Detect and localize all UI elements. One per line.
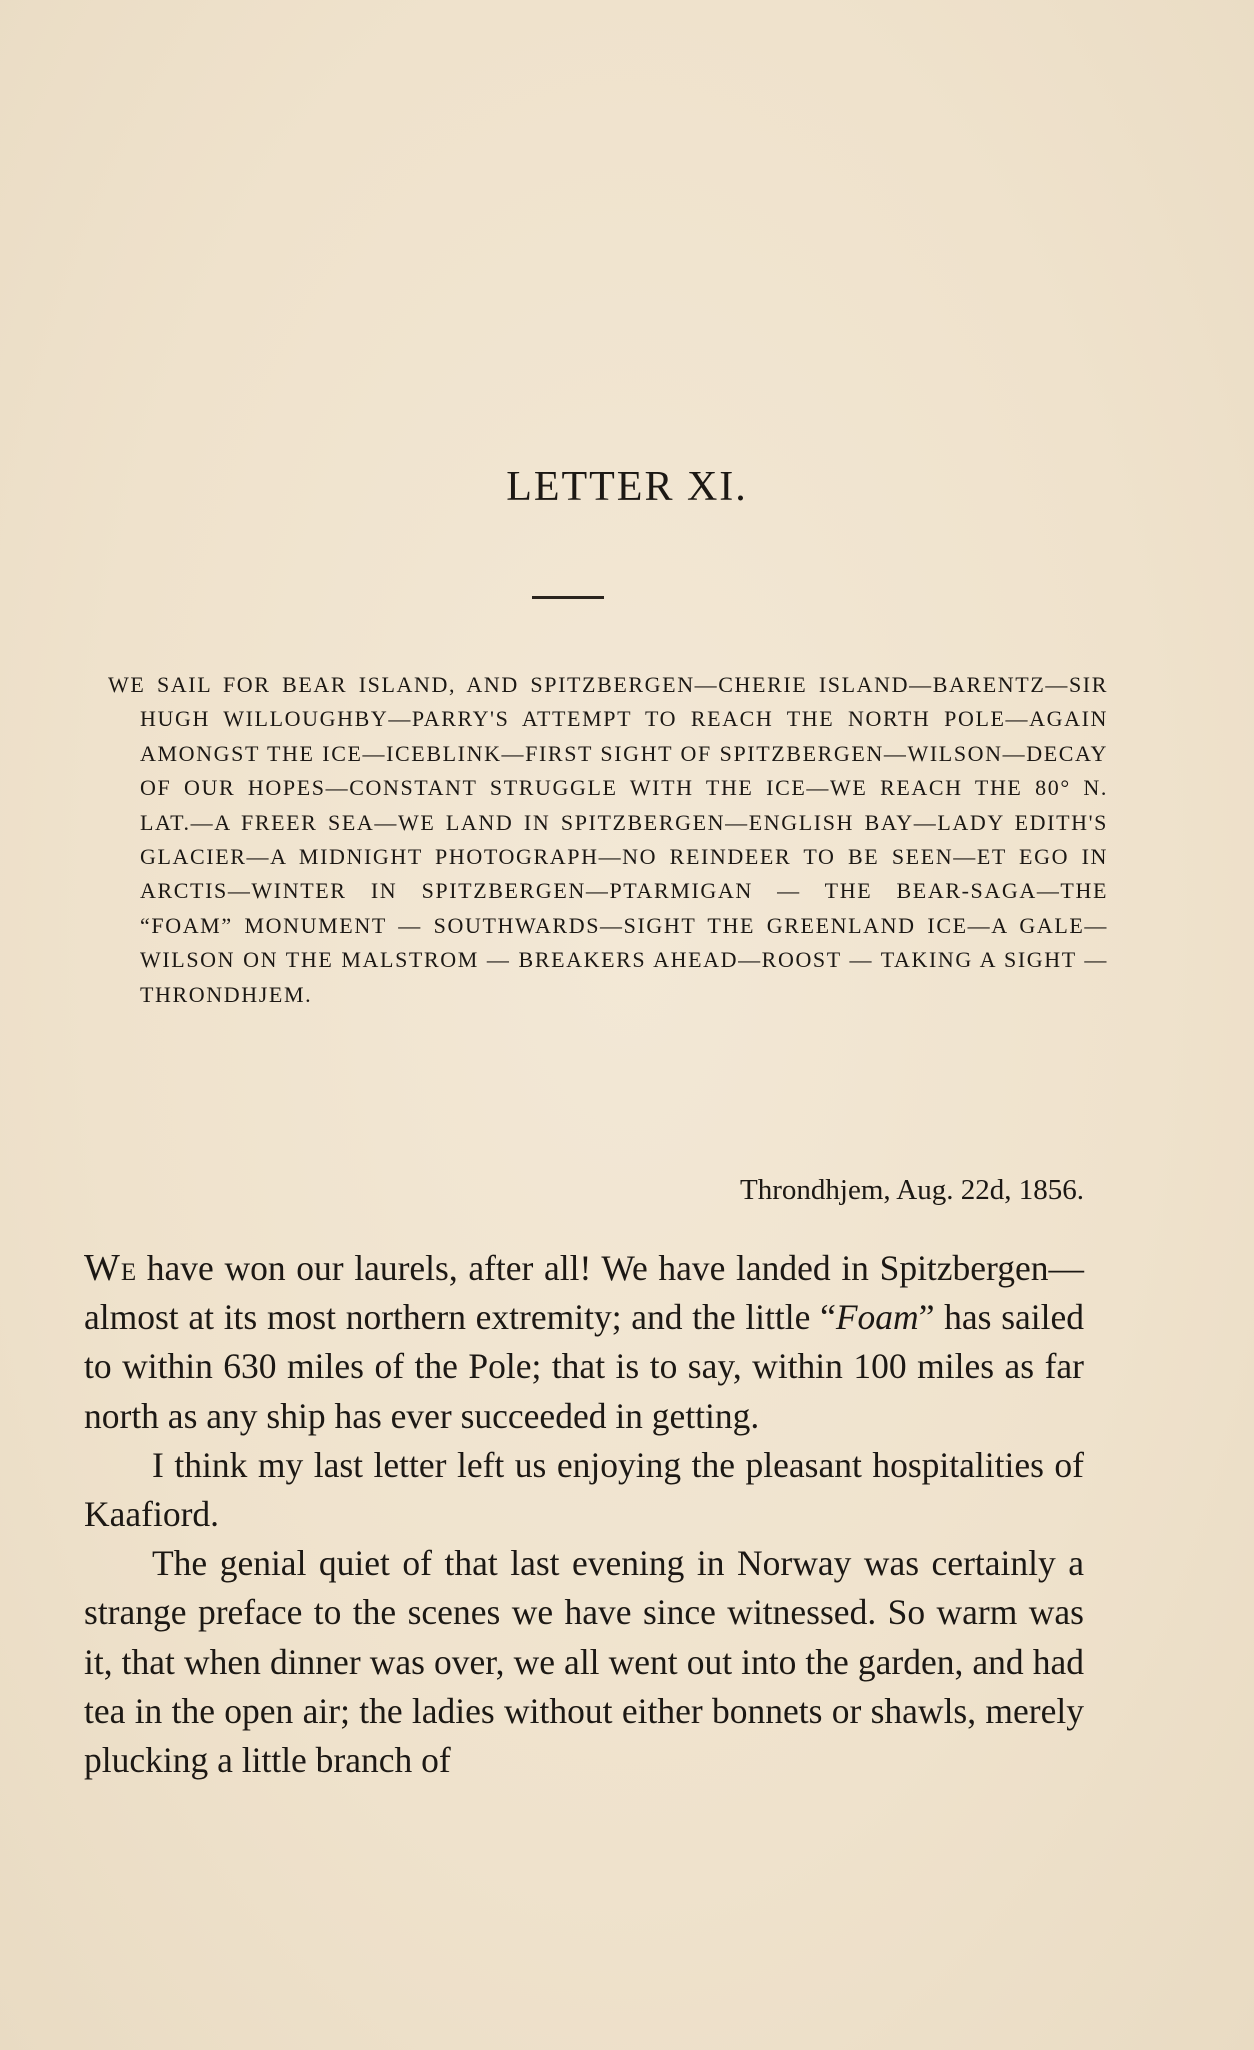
paragraph-2: I think my last letter left us enjoying the pleasant hospitalities of Kaafiord. <box>84 1444 1084 1535</box>
paragraph-1-text-b: ” has sailed to within 630 miles of the Pole; that is to say, within 100 miles as far north as any ship has ever succeeded in getting. <box>84 1297 1085 1436</box>
small-caps-letters: e <box>120 1248 137 1288</box>
dateline: Throndhjem, Aug. 22d, 1856. <box>740 1174 1084 1206</box>
ship-name: Foam <box>835 1297 919 1338</box>
chapter-synopsis: WE SAIL FOR BEAR ISLAND, AND SPITZBERGEN—CHERIE ISLAND—BARENTZ—SIR HUGH WILLOUGHBY—PARRY'S ATTEMPT TO REACH THE NORTH POLE—AGAIN AMONGST THE ICE—ICEBLINK—FIRST SIGHT OF SPITZBERGEN—WILSON—DECAY OF OUR HOPES—CONSTANT STRUGGLE WITH THE ICE—WE REACH THE 80° N. LAT.—A FREER SEA—WE LAND IN SPITZBERGEN—ENGLISH BAY—LADY EDITH'S GLACIER—A MIDNIGHT PHOTOGRAPH—NO REINDEER TO BE SEEN—ET EGO IN ARCTIS—WINTER IN SPITZBERGEN—PTARMIGAN — THE BEAR-SAGA—THE “FOAM” MONUMENT — SOUTHWARDS—SIGHT THE GREENLAND ICE—A GALE—WILSON ON THE MALSTROM — BREAKERS AHEAD—ROOST — TAKING A SIGHT — THRONDHJEM. <box>108 672 1108 1007</box>
letter-body <box>84 1244 1084 1785</box>
heading-divider <box>532 596 604 599</box>
paragraph-1-text-a: have won our laurels, after all! We have landed in Spitzbergen—almost at its most northern extremity; and the little “ <box>84 1248 1084 1338</box>
paragraph-3: The genial quiet of that last evening in Norway was certainly a strange preface to the scenes we have since witnessed. So warm was it, that when dinner was over, we all went out into the garden, and had tea in the open air; the ladies without either bonnets or shawls, merely plucking a little branch of <box>84 1543 1084 1781</box>
drop-capital: W <box>84 1247 121 1289</box>
paragraph-1 <box>84 1244 1084 1441</box>
letter-heading: LETTER XI. <box>506 464 748 510</box>
